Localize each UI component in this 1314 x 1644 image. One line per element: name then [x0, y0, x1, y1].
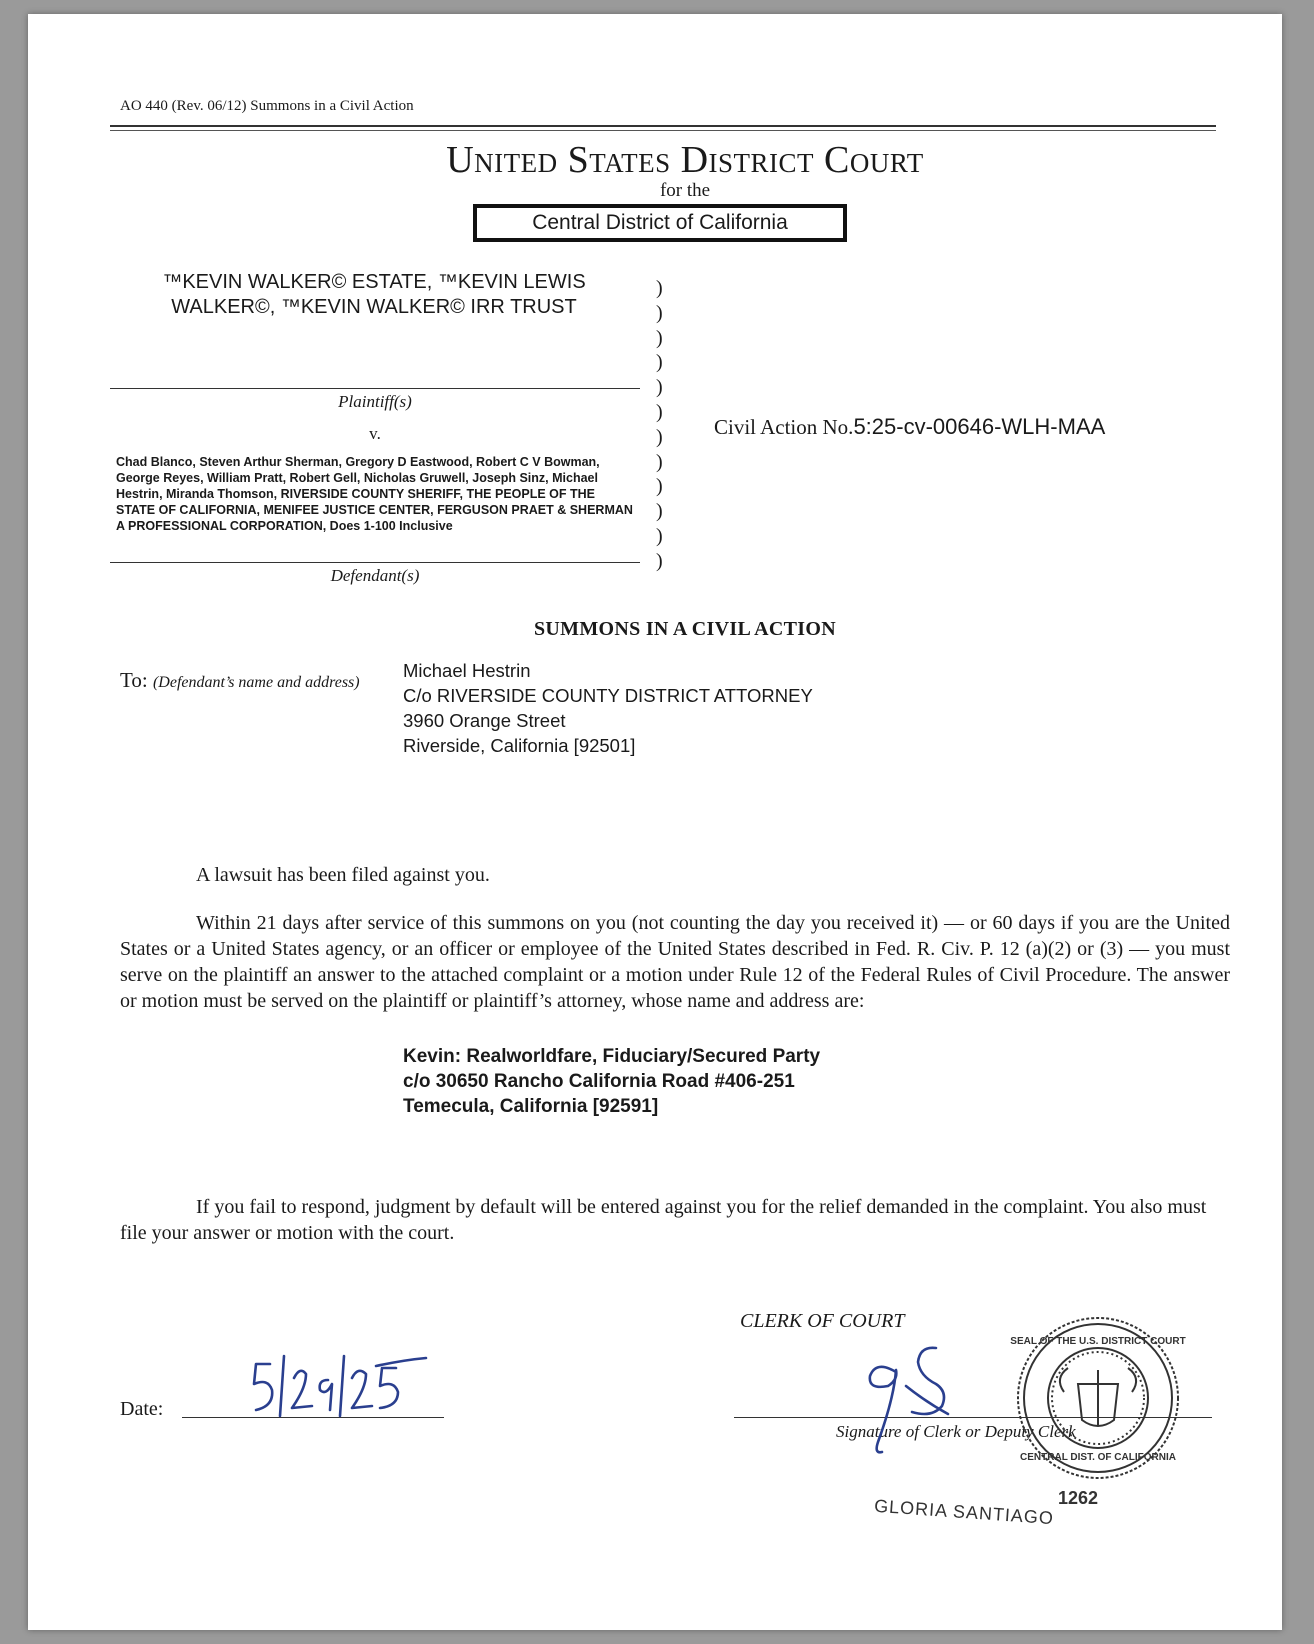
plaintiff-rule: [110, 388, 640, 389]
to-label-group: [120, 668, 360, 693]
plaintiff-label: Plaintiff(s): [338, 392, 412, 411]
plaintiffs-names: [110, 270, 638, 320]
clerk-label: CLERK OF COURT: [740, 1310, 905, 1332]
plaintiff-address: [403, 1044, 820, 1119]
plaintiff-address-line: Kevin: Realworldfare, Fiduciary/Secured Party: [403, 1046, 821, 1067]
date-label: Date:: [120, 1398, 164, 1420]
signature-label: Signature of Clerk or Deputy Clerk: [836, 1422, 1076, 1441]
civil-action-label: Civil Action No.: [714, 415, 854, 439]
defendant-label: Defendant(s): [330, 566, 420, 585]
district-box: [473, 204, 847, 242]
form-id: AO 440 (Rev. 06/12) Summons in a Civil Action: [120, 98, 414, 114]
defendant-address-line: C/o RIVERSIDE COUNTY DISTRICT ATTORNEY: [403, 685, 813, 706]
header-rule-thin: [110, 130, 1216, 131]
plaintiffs-line-1: ™KEVIN WALKER© ESTATE, ™KEVIN LEWIS: [162, 271, 586, 293]
caption-parentheses: ) ) ) ) ) ) ) ) ) ) ) ): [656, 277, 663, 572]
clerk-signature: [836, 1342, 976, 1462]
civil-action-number: [714, 414, 1105, 440]
summons-heading: SUMMONS IN A CIVIL ACTION: [533, 618, 836, 640]
handwritten-date: [234, 1344, 434, 1424]
district-court-seal: [1008, 1308, 1188, 1488]
plaintiffs-line-2: WALKER©, ™KEVIN WALKER© IRR TRUST: [171, 296, 577, 318]
court-title: United States District Court: [446, 139, 924, 181]
plaintiff-address-line: c/o 30650 Rancho California Road #406-251: [403, 1071, 795, 1092]
to-hint: (Defendant’s name and address): [152, 674, 360, 691]
header-rule: [110, 125, 1216, 127]
district-name: Central District of California: [532, 211, 788, 234]
svg-text:CENTRAL DIST. OF CALIFORNIA: CENTRAL DIST. OF CALIFORNIA: [1020, 1452, 1176, 1463]
defendant-rule: [110, 562, 640, 563]
paragraph-response-deadline: Within 21 days after service of this summons on you (not counting the day you received it) — or 60 days if you are the United States or a United States agency, or an officer or employee of the United States described in Fed. R. Civ. P. 12 (a)(2) or (3) — you must serve on the plaintiff an answer to the attached complaint or a motion under Rule 12 of the Federal Rules of Civil Procedure. The answer or motion must be served on the plaintiff or plaintiff’s attorney, whose name and address are:: [120, 912, 1230, 1012]
case-number: 5:25-cv-00646-WLH-MAA: [853, 414, 1106, 439]
for-the-label: for the: [659, 180, 711, 201]
svg-text:SEAL OF THE U.S. DISTRICT COUR: SEAL OF THE U.S. DISTRICT COURT: [1010, 1336, 1186, 1347]
summons-page: [28, 14, 1282, 1630]
defendant-address-line: Riverside, California [92501]: [403, 735, 636, 756]
to-label: To:: [120, 668, 148, 692]
seal-number: 1262: [1058, 1488, 1099, 1508]
defendant-address: [403, 658, 813, 758]
paragraph-default-judgment: If you fail to respond, judgment by default will be entered against you for the relief demanded in the complaint. You also must file your answer or motion with the court.: [120, 1196, 1207, 1244]
defendant-address-line: Michael Hestrin: [403, 660, 531, 681]
paragraph-lawsuit-filed: A lawsuit has been filed against you.: [196, 864, 490, 886]
defendant-address-line: 3960 Orange Street: [403, 710, 566, 731]
plaintiff-address-line: Temecula, California [92591]: [403, 1096, 659, 1117]
clerk-stamped-name: GLORIA SANTIAGO: [873, 1495, 1055, 1529]
versus-label: v.: [369, 424, 381, 443]
defendants-names: Chad Blanco, Steven Arthur Sherman, Gregory D Eastwood, Robert C V Bowman, George Reyes, William Pratt, Robert Gell, Nicholas Gruwell, Joseph Sinz, Michael Hestrin, Miranda Thomson, RIVERSIDE COUNTY SHERIFF, THE PEOPLE OF THE STATE OF CALIFORNIA, MENIFEE JUSTICE CENTER, FERGUSON PRAET & SHERMAN A PROFESSIONAL CORPORATION, Does 1-100 Inclusive: [116, 455, 633, 533]
